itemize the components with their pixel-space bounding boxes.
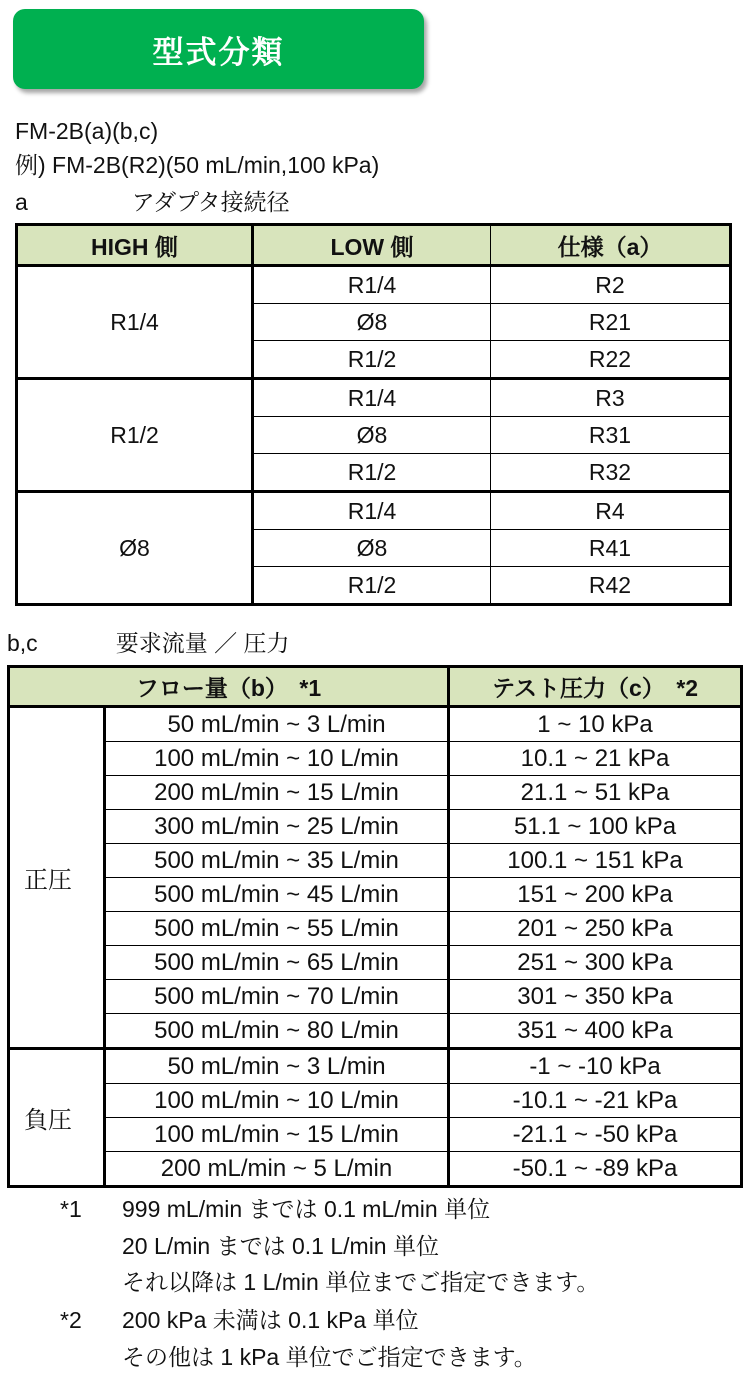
spec-cell: R42 <box>491 567 731 605</box>
header-spec: 仕様（a） <box>491 225 731 266</box>
model-line: FM-2B(a)(b,c) <box>15 118 159 144</box>
table-row <box>9 810 742 844</box>
table-row <box>17 492 731 530</box>
example-line: 例) FM-2B(R2)(50 mL/min,100 kPa) <box>15 152 380 178</box>
pressure-range-cell: -10.1 ~ -21 kPa <box>449 1084 742 1118</box>
spec-cell: R31 <box>491 417 731 454</box>
pressure-range-cell: -1 ~ -10 kPa <box>449 1049 742 1084</box>
spec-cell: R22 <box>491 341 731 379</box>
table-row <box>9 776 742 810</box>
note-1-line: それ以降は 1 L/min 単位までご指定できます。 <box>122 1269 600 1295</box>
table-row <box>17 266 731 304</box>
spec-cell: R4 <box>491 492 731 530</box>
table-row <box>9 1152 742 1187</box>
header-flow: フロー量（b） *1 <box>9 667 449 707</box>
spec-cell: R3 <box>491 379 731 417</box>
page-title: 型式分類 <box>152 34 285 70</box>
pressure-range-cell: 351 ~ 400 kPa <box>449 1014 742 1049</box>
flow-range-cell: 200 mL/min ~ 5 L/min <box>105 1152 449 1187</box>
pressure-type-label: 正圧 <box>9 707 105 1049</box>
low-cell: R1/4 <box>253 379 491 417</box>
pressure-range-cell: 301 ~ 350 kPa <box>449 980 742 1014</box>
section-a-label: アダプタ接続径 <box>131 189 290 215</box>
low-cell: Ø8 <box>253 304 491 341</box>
low-cell: R1/4 <box>253 492 491 530</box>
pressure-range-cell: -50.1 ~ -89 kPa <box>449 1152 742 1187</box>
flow-range-cell: 500 mL/min ~ 45 L/min <box>105 878 449 912</box>
note-2-line: 200 kPa 未満は 0.1 kPa 単位 <box>122 1307 419 1333</box>
high-cell: R1/2 <box>17 379 253 492</box>
spec-cell: R41 <box>491 530 731 567</box>
spec-cell: R21 <box>491 304 731 341</box>
pressure-range-cell: 251 ~ 300 kPa <box>449 946 742 980</box>
table-row <box>9 912 742 946</box>
low-cell: Ø8 <box>253 530 491 567</box>
flow-range-cell: 100 mL/min ~ 15 L/min <box>105 1118 449 1152</box>
flow-range-cell: 100 mL/min ~ 10 L/min <box>105 742 449 776</box>
pressure-range-cell: 151 ~ 200 kPa <box>449 878 742 912</box>
flow-range-cell: 500 mL/min ~ 70 L/min <box>105 980 449 1014</box>
table-row <box>9 844 742 878</box>
low-cell: R1/2 <box>253 341 491 379</box>
flow-range-cell: 500 mL/min ~ 65 L/min <box>105 946 449 980</box>
header-high: HIGH 側 <box>17 225 253 266</box>
note-2-mark: *2 <box>60 1307 82 1333</box>
section-bc-label: 要求流量 ／ 圧力 <box>115 630 290 656</box>
flow-range-cell: 500 mL/min ~ 80 L/min <box>105 1014 449 1049</box>
pressure-range-cell: 10.1 ~ 21 kPa <box>449 742 742 776</box>
low-cell: R1/2 <box>253 454 491 492</box>
flow-range-cell: 500 mL/min ~ 35 L/min <box>105 844 449 878</box>
pressure-range-cell: 21.1 ~ 51 kPa <box>449 776 742 810</box>
section-bc-heading <box>7 629 289 657</box>
pressure-range-cell: 51.1 ~ 100 kPa <box>449 810 742 844</box>
note-2-line: その他は 1 kPa 単位でご指定できます。 <box>122 1344 537 1370</box>
section-a-key: a <box>15 189 28 215</box>
table-row <box>9 1049 742 1084</box>
low-cell: R1/2 <box>253 567 491 605</box>
flow-table-body <box>9 707 742 1187</box>
table-row <box>9 707 742 742</box>
flow-range-cell: 100 mL/min ~ 10 L/min <box>105 1084 449 1118</box>
table-row <box>9 1084 742 1118</box>
spec-cell: R32 <box>491 454 731 492</box>
pressure-range-cell: -21.1 ~ -50 kPa <box>449 1118 742 1152</box>
flow-table <box>7 665 743 1188</box>
table-row <box>9 946 742 980</box>
title-banner <box>13 9 424 89</box>
flow-range-cell: 300 mL/min ~ 25 L/min <box>105 810 449 844</box>
high-cell: R1/4 <box>17 266 253 379</box>
table-row <box>9 1014 742 1049</box>
low-cell: Ø8 <box>253 417 491 454</box>
section-a-heading <box>15 188 290 216</box>
pressure-range-cell: 201 ~ 250 kPa <box>449 912 742 946</box>
note-1-mark: *1 <box>60 1196 82 1222</box>
table-row <box>9 980 742 1014</box>
pressure-type-label: 負圧 <box>9 1049 105 1187</box>
low-cell: R1/4 <box>253 266 491 304</box>
table-row <box>17 379 731 417</box>
adapter-table <box>15 223 732 606</box>
high-cell: Ø8 <box>17 492 253 605</box>
flow-range-cell: 50 mL/min ~ 3 L/min <box>105 707 449 742</box>
section-bc-key: b,c <box>7 630 38 656</box>
pressure-range-cell: 1 ~ 10 kPa <box>449 707 742 742</box>
flow-range-cell: 200 mL/min ~ 15 L/min <box>105 776 449 810</box>
header-low: LOW 側 <box>253 225 491 266</box>
header-pressure: テスト圧力（c） *2 <box>449 667 742 707</box>
flow-header-row <box>9 667 742 707</box>
spec-cell: R2 <box>491 266 731 304</box>
table-row <box>9 878 742 912</box>
flow-range-cell: 500 mL/min ~ 55 L/min <box>105 912 449 946</box>
flow-range-cell: 50 mL/min ~ 3 L/min <box>105 1049 449 1084</box>
note-1-line: 20 L/min までは 0.1 L/min 単位 <box>122 1233 439 1259</box>
adapter-header-row <box>17 225 731 266</box>
note-1-line: 999 mL/min までは 0.1 mL/min 単位 <box>122 1196 491 1222</box>
table-row <box>9 742 742 776</box>
pressure-range-cell: 100.1 ~ 151 kPa <box>449 844 742 878</box>
table-row <box>9 1118 742 1152</box>
